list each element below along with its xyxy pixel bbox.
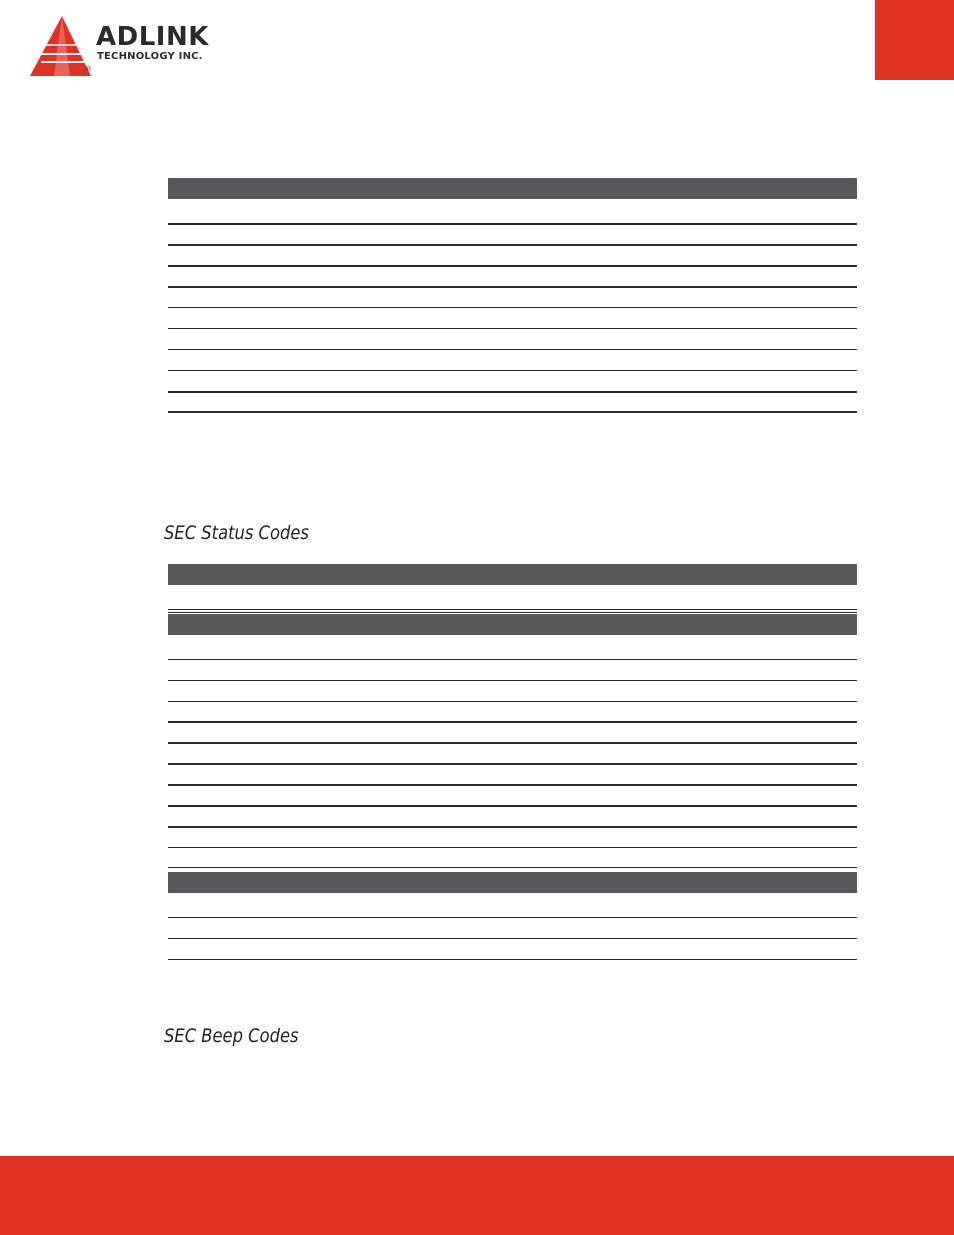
brand-name: ADLINK xyxy=(96,22,209,52)
table-row-rule xyxy=(168,701,857,702)
table-row-rule xyxy=(168,742,857,744)
table-row-rule xyxy=(168,721,857,723)
table-row-rule xyxy=(168,680,857,681)
table-row-rule xyxy=(168,763,857,765)
table-row-rule xyxy=(168,612,857,613)
table-row-rule xyxy=(168,867,857,868)
table-row-rule xyxy=(168,784,857,786)
adlink-logo xyxy=(28,14,228,78)
table-row-rule xyxy=(168,847,857,848)
table-row-rule xyxy=(168,805,857,807)
table-status-codes xyxy=(168,564,857,962)
table-row-rule xyxy=(168,391,857,393)
table-row-rule xyxy=(168,826,857,828)
table-row-rule xyxy=(168,328,857,329)
table-header-bar xyxy=(168,564,857,585)
section-title-status-codes: SEC Status Codes xyxy=(164,522,309,544)
table-row-rule xyxy=(168,307,857,308)
table-row-rule xyxy=(168,959,857,960)
table-row-rule xyxy=(168,286,857,288)
table-1 xyxy=(168,178,857,414)
footer-bar xyxy=(0,1156,954,1235)
registered-mark: ® xyxy=(86,66,92,73)
table-row-rule xyxy=(168,349,857,350)
table-row-rule xyxy=(168,917,857,918)
table-row-rule xyxy=(168,265,857,267)
table-row-rule xyxy=(168,411,857,413)
table-subheader-bar xyxy=(168,614,857,635)
table-row-rule xyxy=(168,244,857,246)
table-header-bar xyxy=(168,178,857,199)
brand-subtitle: TECHNOLOGY INC. xyxy=(97,51,203,62)
table-subheader-bar xyxy=(168,872,857,893)
table-row-rule xyxy=(168,938,857,939)
corner-tab xyxy=(875,0,954,80)
table-row-rule xyxy=(168,609,857,610)
table-row-rule xyxy=(168,223,857,225)
section-title-beep-codes: SEC Beep Codes xyxy=(164,1025,299,1047)
table-row-rule xyxy=(168,659,857,660)
table-row-rule xyxy=(168,370,857,371)
